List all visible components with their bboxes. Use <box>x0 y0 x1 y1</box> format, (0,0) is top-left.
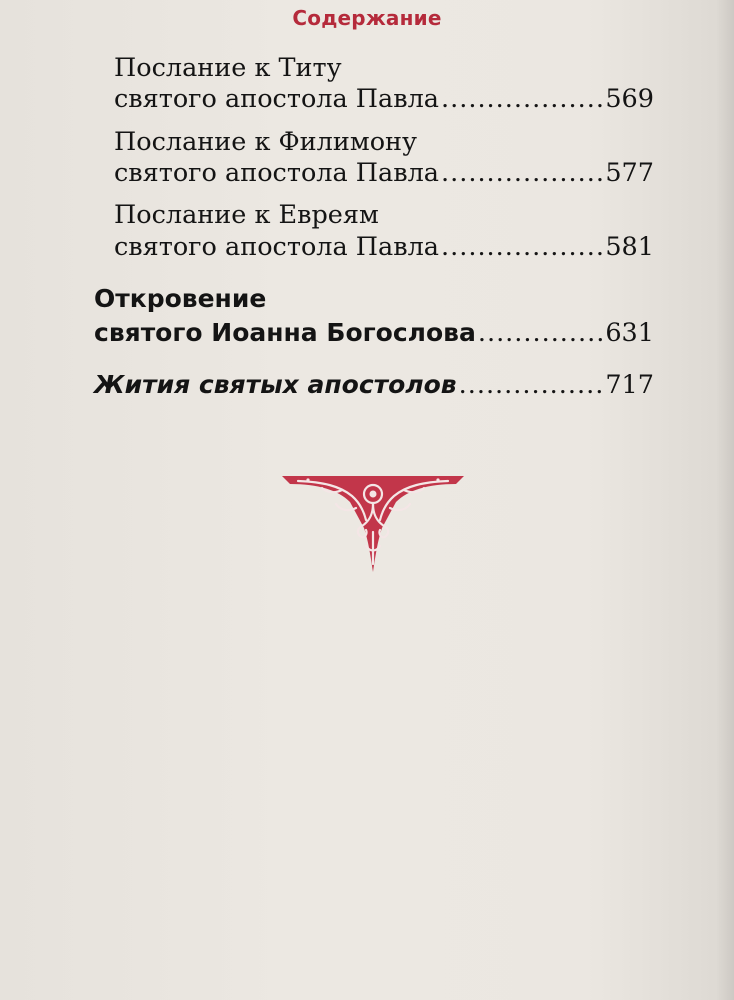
ornament-icon <box>278 468 468 576</box>
entry-title-row <box>94 370 654 400</box>
entry-title: Откровение <box>94 284 267 313</box>
page-edge-shadow <box>716 0 734 1000</box>
page-number: 569 <box>605 84 654 114</box>
entry-subtitle: святого апостола Павла <box>114 232 440 262</box>
entry-subtitle: святого Иоанна Богослова <box>94 318 476 347</box>
entry-subtitle-row <box>114 84 654 114</box>
entry-title: Послание к Филимону <box>114 127 418 157</box>
page-number: 631 <box>605 318 654 348</box>
dot-leader <box>441 158 603 188</box>
dot-leader <box>441 84 603 114</box>
entry-title: Жития святых апостолов <box>94 370 457 399</box>
page-number: 717 <box>605 370 654 400</box>
page-header: Содержание <box>292 6 442 30</box>
dot-leader <box>459 370 604 400</box>
page-number: 577 <box>605 158 654 188</box>
entry-subtitle: святого апостола Павла <box>114 84 440 114</box>
entry-title: Послание к Титу <box>114 53 342 83</box>
entry-subtitle-row <box>114 158 654 188</box>
entry-subtitle-row <box>94 318 654 348</box>
entry-subtitle-row <box>114 232 654 262</box>
entry-title: Послание к Евреям <box>114 200 379 230</box>
dot-leader <box>478 318 603 348</box>
dot-leader <box>441 232 603 262</box>
page-number: 581 <box>605 232 654 262</box>
entry-subtitle: святого апостола Павла <box>114 158 440 188</box>
